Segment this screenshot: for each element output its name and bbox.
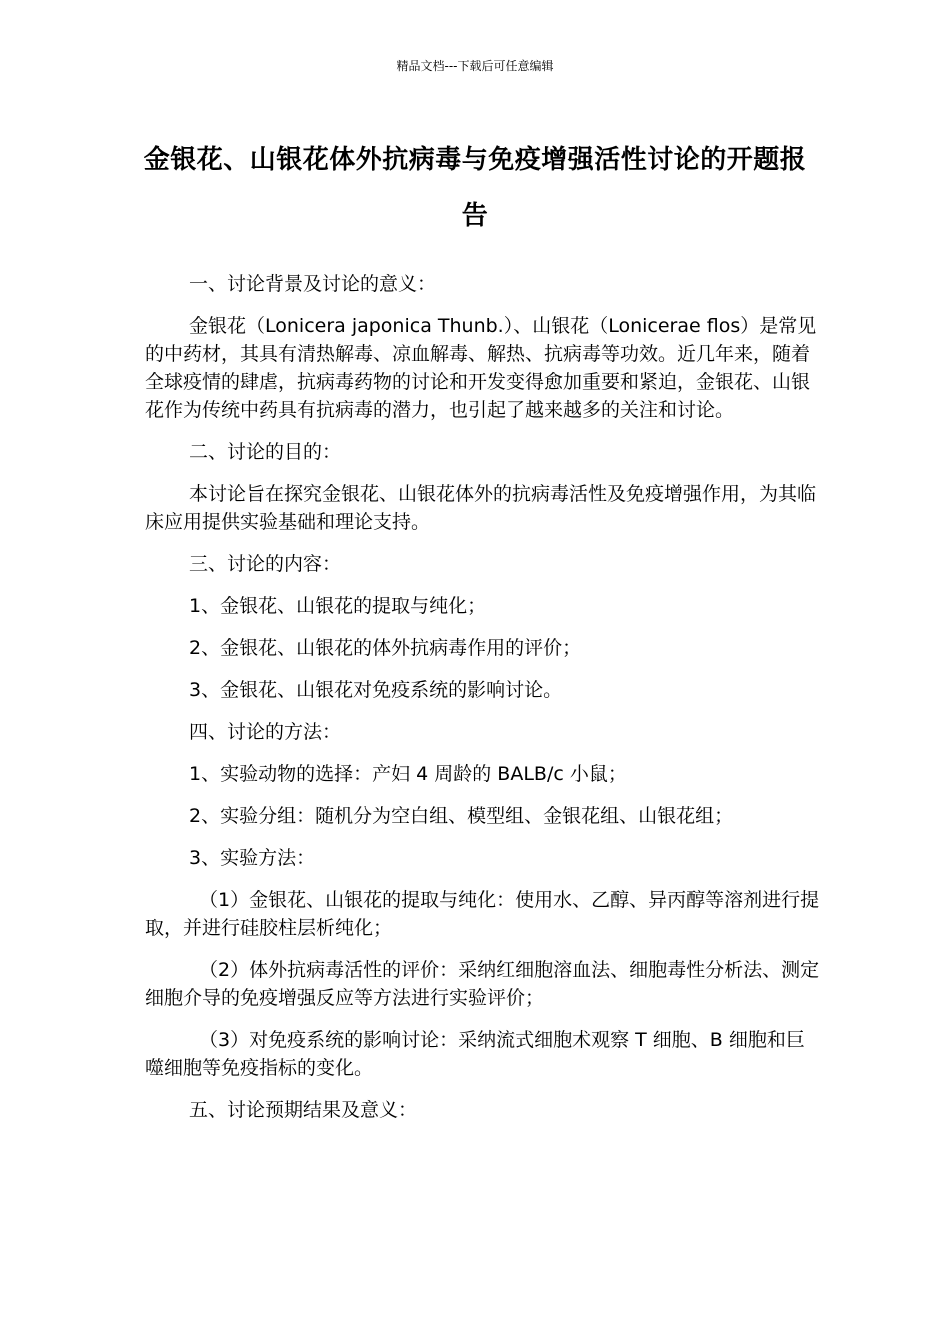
list-item-method-2: 2、实验分组：随机分为空白组、模型组、金银花组、山银花组； xyxy=(189,805,734,827)
section-heading-content: 三、讨论的内容： xyxy=(189,553,342,575)
list-item-method-3: 3、实验方法： xyxy=(189,847,316,869)
section-heading-background: 一、讨论背景及讨论的意义： xyxy=(189,273,437,295)
list-item-content-2: 2、金银花、山银花的体外抗病毒作用的评价； xyxy=(189,637,582,659)
section-heading-methods: 四、讨论的方法： xyxy=(189,721,342,743)
document-title: 金银花、山银花体外抗病毒与免疫增强活性讨论的开题报告 xyxy=(143,145,807,231)
section-heading-purpose: 二、讨论的目的： xyxy=(189,441,342,463)
list-item-method-1: 1、实验动物的选择：产妇 4 周龄的 BALB/c 小鼠； xyxy=(189,763,627,785)
section-heading-expected-results: 五、讨论预期结果及意义： xyxy=(189,1099,418,1121)
list-item-content-3: 3、金银花、山银花对免疫系统的影响讨论。 xyxy=(189,679,563,701)
paragraph-purpose: 本讨论旨在探究金银花、山银花体外的抗病毒活性及免疫增强作用，为其临床应用提供实验基础和理论支持。 xyxy=(145,483,817,533)
sub-item-method-3-3: （3）对免疫系统的影响讨论：采纳流式细胞术观察 T 细胞、B 细胞和巨噬细胞等免疫指标的变化。 xyxy=(145,1029,805,1079)
sub-item-method-3-2: （2）体外抗病毒活性的评价：采纳红细胞溶血法、细胞毒性分析法、测定细胞介导的免疫增强反应等方法进行实验评价； xyxy=(145,959,820,1009)
paragraph-background: 金银花（Lonicera japonica Thunb.）、山银花（Lonicerae flos）是常见的中药材，其具有清热解毒、凉血解毒、解热、抗病毒等功效。近几年来，随着全球疫情的肆虐，抗病毒药物的讨论和开发变得愈加重要和紧迫，金银花、山银花作为传统中药具有抗病毒的潜力，也引起了越来越多的关注和讨论。 xyxy=(145,315,817,421)
sub-item-method-3-1: （1）金银花、山银花的提取与纯化：使用水、乙醇、异丙醇等溶剂进行提取，并进行硅胶柱层析纯化； xyxy=(145,889,820,939)
document-body xyxy=(145,270,820,1138)
page-header: 精品文档---下载后可任意编辑 xyxy=(396,59,554,73)
list-item-content-1: 1、金银花、山银花的提取与纯化； xyxy=(189,595,487,617)
